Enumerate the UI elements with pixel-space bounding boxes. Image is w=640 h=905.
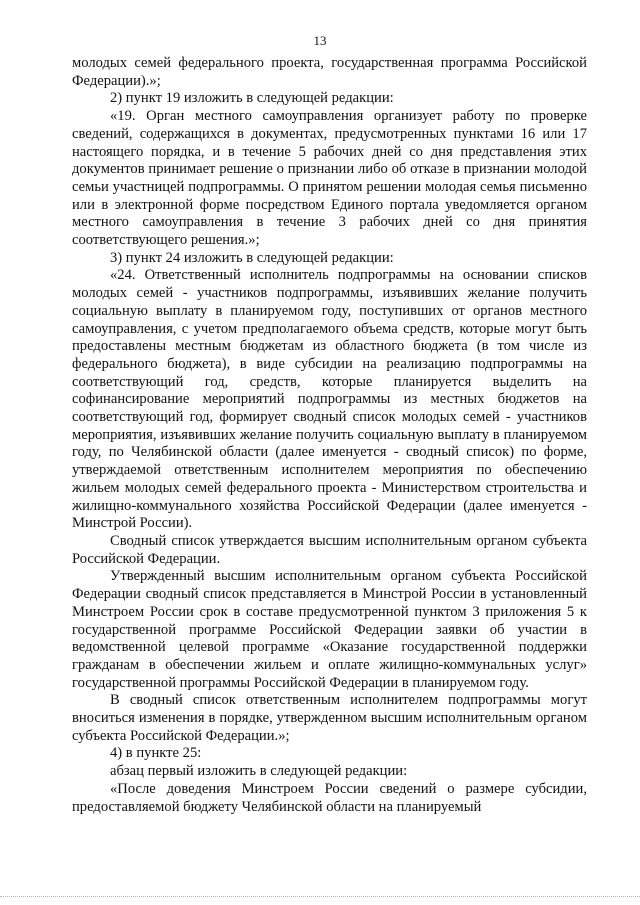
paragraph-6: Сводный список утверждается высшим исполнительным органом субъекта Российской Федерации. — [72, 532, 587, 567]
paragraph-5: «24. Ответственный исполнитель подпрограммы на основании списков молодых семей - участников подпрограммы, изъявивших желание получить социальную выплату в планируемом году, поступивших от органов местного самоуправления, с учетом предполагаемого объема средств, которые могут быть предоставлены местным бюджетам из областного бюджета (в том числе из федерального бюджета), в виде субсидии на реализацию подпрограммы на соответствующий год, средств, которые планируется выделить на софинансирование мероприятий подпрограммы из местных бюджетов на соответствующий год, формирует сводный список молодых семей - участников мероприятия, изъявивших желание получить социальную выплату в планируемом году, по Челябинской области (далее именуется - сводный список) по форме, утверждаемой ответственным исполнителем мероприятия по обеспечению жильем молодых семей федерального проекта - Министерством строительства и жилищно-коммунального хозяйства Российской Федерации (далее именуется - Минстрой России). — [72, 267, 587, 532]
paragraph-10: абзац первый изложить в следующей редакции: — [110, 763, 408, 780]
paragraph-4: 3) пункт 24 изложить в следующей редакции: — [110, 249, 394, 266]
paragraph-7: Утвержденный высшим исполнительным органом субъекта Российской Федерации сводный список представляется в Минстрой России в установленный Минстроем России срок в составе предусмотренной пунктом 3 приложения 5 к государственной программе Российской Федерации заявки об участии в ведомственной целевой программе «Оказание государственной поддержки гражданам в обеспечении жильем и оплате жилищно-коммунальных услуг» государственной программы Российской Федерации в планируемом году. — [72, 568, 587, 691]
page-number: 13 — [313, 33, 327, 48]
paragraph-1: молодых семей федерального проекта, государственная программа Российской Федерации).»; — [72, 55, 587, 89]
document-body — [72, 55, 587, 816]
paragraph-2: 2) пункт 19 изложить в следующей редакции: — [110, 90, 394, 107]
paragraph-8: В сводный список ответственным исполнителем подпрограммы могут вноситься изменения в порядке, утвержденном высшим исполнительным органом субъекта Российской Федерации.»; — [72, 692, 587, 744]
paragraph-9: 4) в пункте 25: — [110, 745, 202, 762]
scan-edge-line — [0, 896, 640, 898]
paragraph-3: «19. Орган местного самоуправления организует работу по проверке сведений, содержащихся в документах, предусмотренных пунктами 16 или 17 настоящего порядка, и в течение 5 рабочих дней со дня представления этих документов принимает решение о признании либо об отказе в признании молодой семьи участницей подпрограммы. О принятом решении молодая семья письменно или в электронной форме посредством Единого портала уведомляется органом местного самоуправления в течение 3 рабочих дней со дня принятия соответствующего решения.»; — [72, 108, 587, 249]
paragraph-11: «После доведения Минстроем России сведений о размере субсидии, предоставляемой бюджету Челябинской области на планируемый — [72, 780, 587, 815]
